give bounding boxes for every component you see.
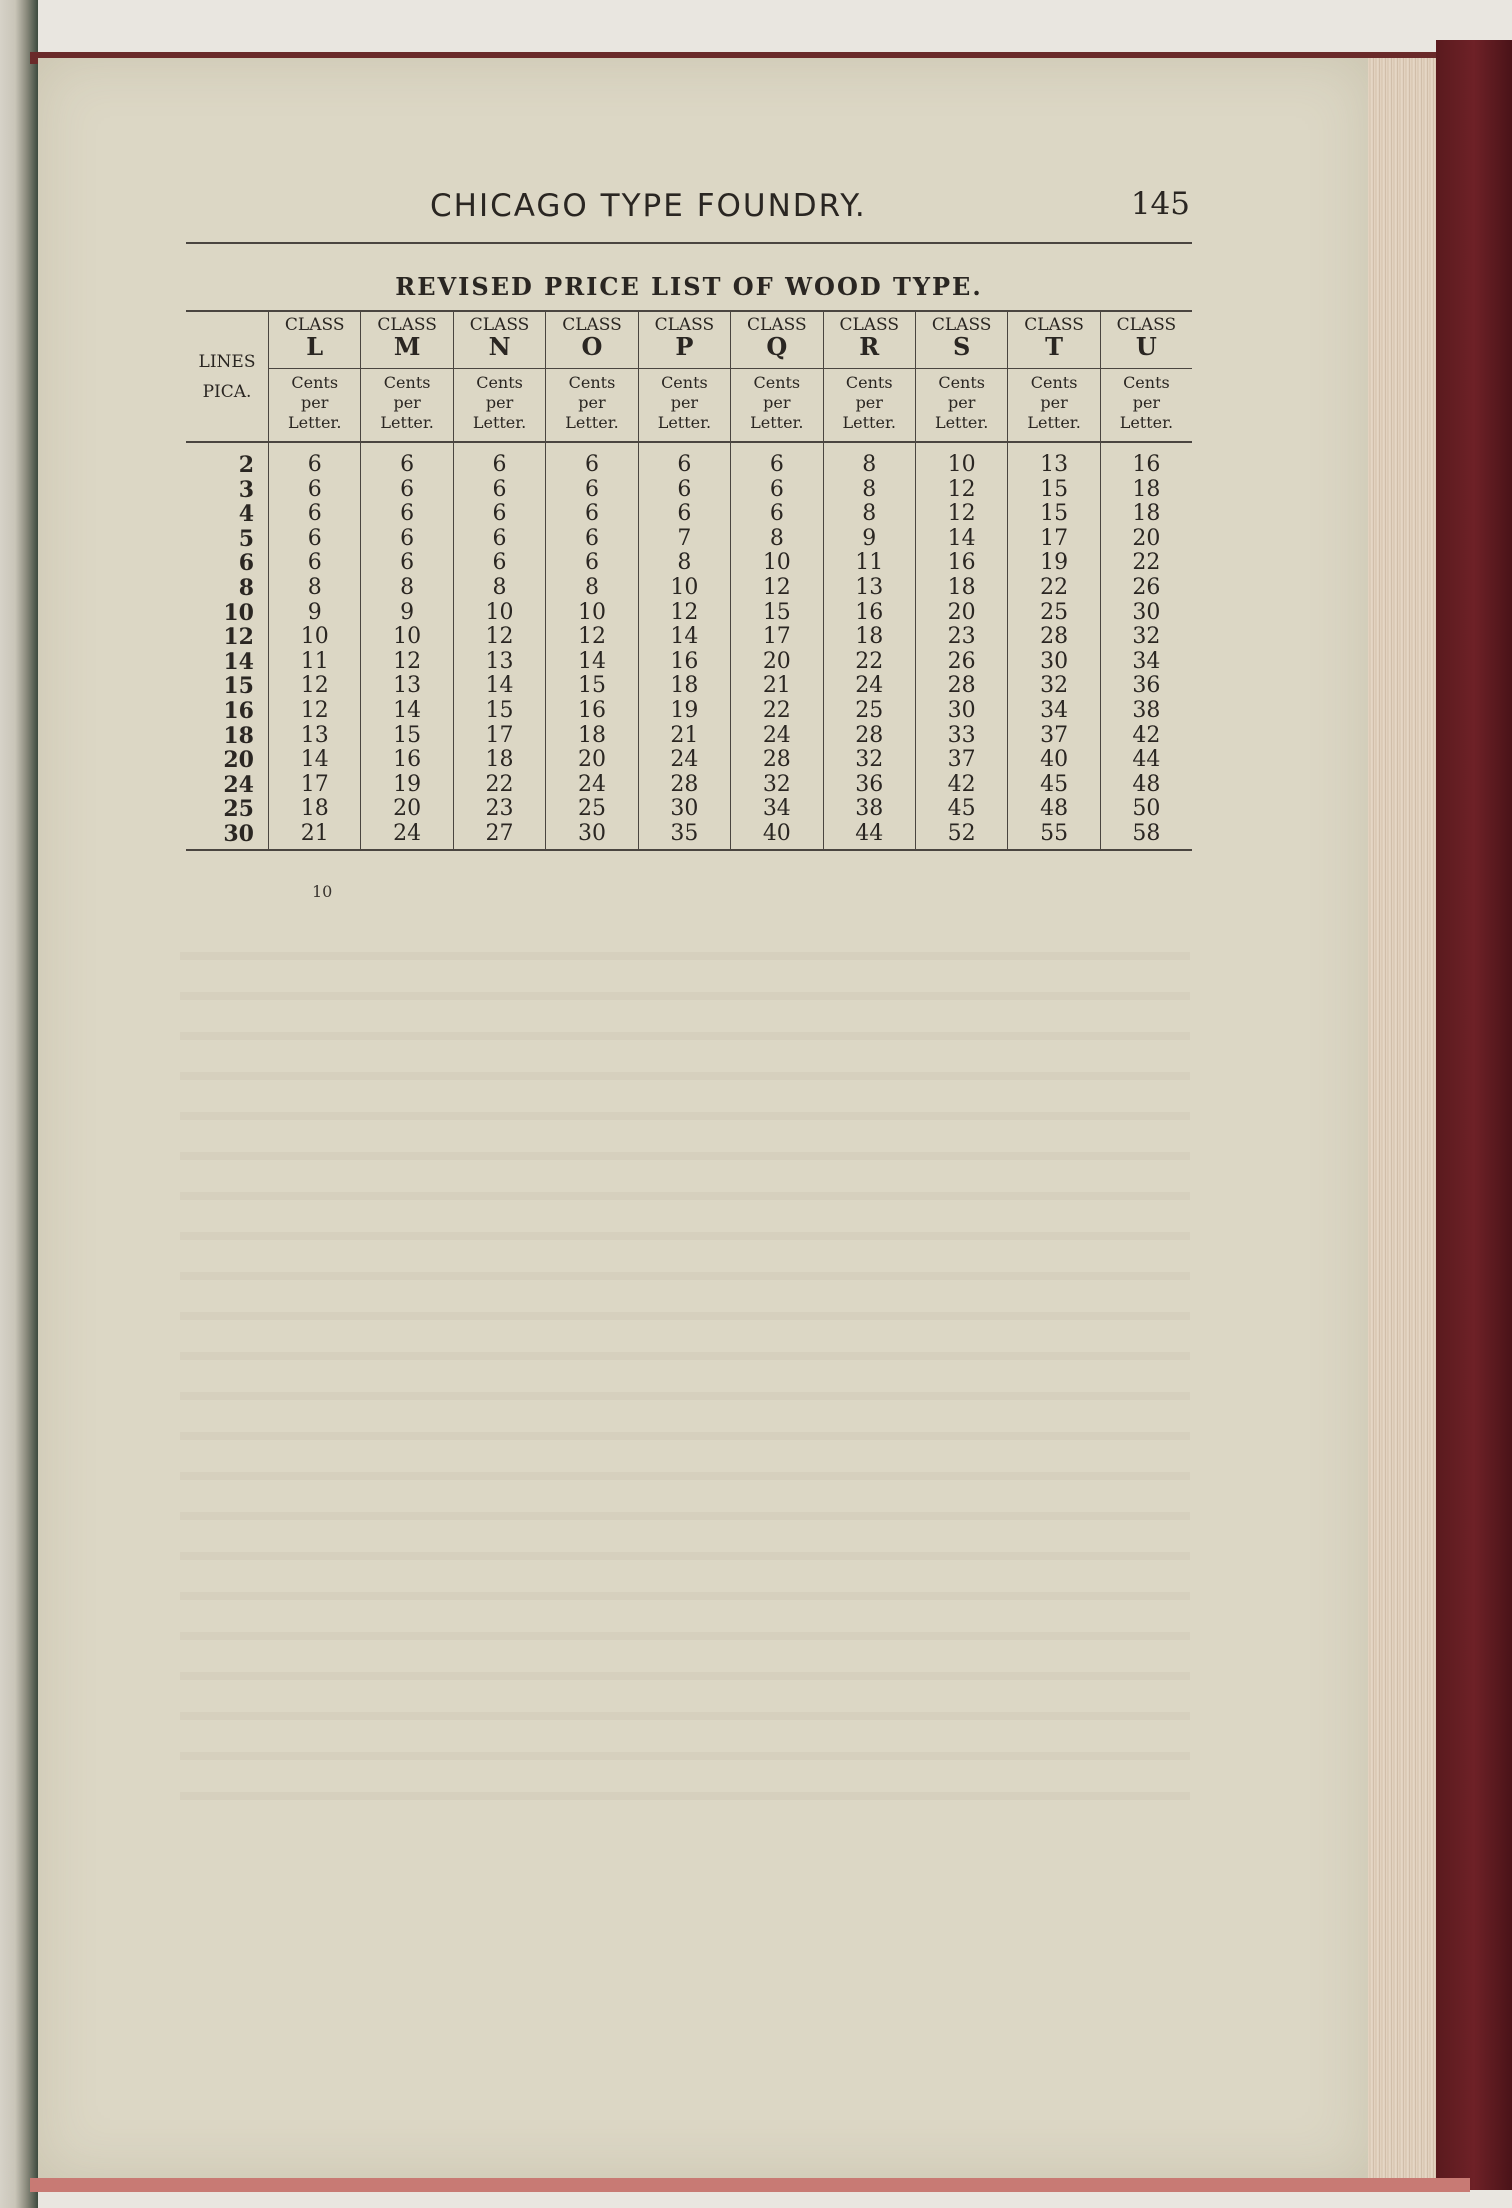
unit-label: Letter. [842,413,896,432]
unit-label: Letter. [657,413,712,432]
price-cell: 28 [915,674,1007,699]
price-cell: 38 [823,797,915,822]
price-cell: 8 [453,576,545,601]
running-header [150,182,1190,232]
price-cell: 32 [731,773,823,798]
price-cell: 17 [731,625,823,650]
price-cell: 6 [546,478,638,503]
price-cell: 8 [361,576,453,601]
price-cell: 42 [915,773,1007,798]
price-cell: 14 [269,748,361,773]
price-cell: 12 [269,674,361,699]
class-letter: L [306,332,324,361]
price-cell: 14 [453,674,545,699]
price-cell: 30 [1100,601,1192,626]
unit-label: Letter. [380,413,434,432]
lines-value: 18 [223,722,254,749]
price-cell: 14 [546,650,638,675]
table-row [186,551,1192,576]
price-cell: 36 [1100,674,1192,699]
table-row [186,625,1192,650]
price-cell: 28 [1008,625,1100,650]
unit-label: per [763,393,791,412]
class-word: CLASS [284,315,345,335]
table-row [186,822,1192,850]
class-letter: P [675,332,694,361]
price-cell: 19 [638,699,730,724]
price-cell: 22 [731,699,823,724]
table-row [186,601,1192,626]
lines-value: 10 [223,599,254,626]
price-cell: 18 [638,674,730,699]
price-cell: 25 [546,797,638,822]
price-cell: 12 [915,478,1007,503]
price-cell: 18 [823,625,915,650]
price-cell: 14 [915,527,1007,552]
lines-value: 24 [223,771,254,798]
price-cell: 28 [823,724,915,749]
table-row [186,724,1192,749]
unit-label: Cents [938,373,985,392]
table-row [186,674,1192,699]
price-cell: 36 [823,773,915,798]
class-letter: Q [766,332,788,361]
price-cell: 9 [269,601,361,626]
price-cell: 8 [823,478,915,503]
price-cell: 11 [823,551,915,576]
book-cover-edge [1436,40,1512,2190]
lines-value: 25 [223,796,254,823]
unit-header [1008,369,1100,443]
class-header-u [1100,311,1192,369]
class-header-p [638,311,730,369]
price-cell: 30 [546,822,638,850]
price-cell: 16 [1100,442,1192,478]
price-cell: 23 [453,797,545,822]
price-cell: 8 [546,576,638,601]
unit-header [731,369,823,443]
price-cell: 13 [1008,442,1100,478]
lines-label: LINES [198,351,256,372]
pica-label: PICA. [202,381,252,402]
price-cell: 22 [453,773,545,798]
price-cell: 13 [453,650,545,675]
price-cell: 55 [1008,822,1100,850]
lines-value: 12 [223,624,254,651]
price-cell: 14 [638,625,730,650]
price-cell: 16 [915,551,1007,576]
table-row [186,576,1192,601]
price-cell: 6 [638,478,730,503]
price-cell: 6 [546,551,638,576]
left-page-edge [0,0,38,2208]
lines-value: 2 [238,452,254,478]
unit-header [1100,369,1192,443]
price-cell: 18 [269,797,361,822]
price-cell: 6 [269,502,361,527]
price-cell: 25 [1008,601,1100,626]
price-cell: 8 [638,551,730,576]
lines-value: 8 [238,574,254,601]
price-cell: 10 [638,576,730,601]
lines-value: 20 [223,747,254,774]
price-cell: 20 [731,650,823,675]
table-row [186,502,1192,527]
class-word: CLASS [562,315,622,335]
price-cell: 37 [915,748,1007,773]
price-cell: 34 [1008,699,1100,724]
price-cell: 12 [453,625,545,650]
class-header-t [1008,311,1100,369]
price-cell: 24 [731,724,823,749]
class-header-r [823,311,915,369]
price-cell: 6 [361,527,453,552]
class-letter: U [1135,332,1157,361]
price-cell: 22 [1100,551,1192,576]
price-cell: 25 [823,699,915,724]
lines-value: 3 [238,476,254,503]
price-cell: 12 [361,650,453,675]
price-cell: 6 [453,478,545,503]
price-cell: 6 [269,478,361,503]
price-cell: 13 [269,724,361,749]
price-cell: 9 [361,601,453,626]
unit-label: Cents [383,373,431,392]
price-cell: 6 [638,502,730,527]
price-cell: 10 [453,601,545,626]
price-cell: 12 [546,625,638,650]
price-cell: 10 [731,551,823,576]
price-cell: 21 [731,674,823,699]
price-cell: 45 [1008,773,1100,798]
price-cell: 8 [823,502,915,527]
unit-label: Letter. [472,413,527,432]
unit-header [269,369,361,443]
price-cell: 13 [361,674,453,699]
price-cell: 16 [546,699,638,724]
price-cell: 19 [1008,551,1100,576]
table-row [186,699,1192,724]
price-cell: 48 [1100,773,1192,798]
price-cell: 6 [361,551,453,576]
price-cell: 18 [915,576,1007,601]
header-rule [186,242,1192,244]
class-word: CLASS [931,315,992,335]
price-cell: 19 [361,773,453,798]
price-cell: 16 [823,601,915,626]
class-header-l [269,311,361,369]
price-cell: 33 [915,724,1007,749]
unit-label: Letter. [1119,413,1174,432]
table-row [186,478,1192,503]
price-cell: 34 [731,797,823,822]
running-header-title: CHICAGO TYPE FOUNDRY. [430,188,867,224]
price-cell: 38 [1100,699,1192,724]
price-cell: 42 [1100,724,1192,749]
price-cell: 15 [546,674,638,699]
price-cell: 18 [453,748,545,773]
price-cell: 6 [453,502,545,527]
price-cell: 10 [361,625,453,650]
unit-label: Letter. [934,413,989,432]
lines-value: 4 [238,501,254,528]
table-row [186,442,1192,478]
price-cell: 12 [731,576,823,601]
price-cell: 44 [1100,748,1192,773]
class-letter: T [1045,332,1064,361]
price-cell: 18 [1100,502,1192,527]
class-word: CLASS [839,315,900,335]
price-cell: 6 [361,478,453,503]
price-cell: 6 [453,527,545,552]
price-cell: 6 [269,442,361,478]
price-cell: 15 [1008,502,1100,527]
price-cell: 20 [546,748,638,773]
unit-label: per [485,393,514,412]
price-cell: 8 [823,442,915,478]
price-cell: 16 [638,650,730,675]
unit-header-row [186,369,1192,443]
unit-header [453,369,545,443]
unit-label: Letter. [565,413,619,432]
class-word: CLASS [469,315,530,335]
price-cell: 12 [638,601,730,626]
lines-pica-header [186,311,269,442]
class-word: CLASS [1024,315,1084,335]
price-cell: 32 [823,748,915,773]
price-cell: 24 [361,822,453,850]
price-cell: 24 [823,674,915,699]
table-row [186,797,1192,822]
price-cell: 15 [731,601,823,626]
price-cell: 6 [638,442,730,478]
class-letter: M [393,332,421,361]
price-cell: 26 [1100,576,1192,601]
price-cell: 28 [731,748,823,773]
unit-label: Cents [1030,373,1078,392]
price-cell: 32 [1008,674,1100,699]
unit-label: Cents [845,373,893,392]
price-cell: 15 [361,724,453,749]
price-cell: 18 [1100,478,1192,503]
price-cell: 17 [453,724,545,749]
unit-header [915,369,1007,443]
table-body [186,442,1192,850]
unit-label: per [670,393,699,412]
unit-label: per [947,393,976,412]
price-cell: 6 [269,551,361,576]
price-cell: 14 [361,699,453,724]
class-letter: S [952,332,971,361]
price-cell: 34 [1100,650,1192,675]
class-header-row [186,311,1192,369]
unit-label: per [1132,393,1161,412]
class-letter: R [859,332,880,361]
lines-value: 5 [238,525,254,552]
price-cell: 9 [823,527,915,552]
price-cell: 28 [638,773,730,798]
price-cell: 6 [361,502,453,527]
price-cell: 6 [453,551,545,576]
price-cell: 23 [915,625,1007,650]
lines-value: 30 [223,820,254,847]
price-cell: 13 [823,576,915,601]
price-cell: 18 [546,724,638,749]
class-word: CLASS [377,315,437,335]
signature-mark: 10 [312,882,333,901]
lines-value: 14 [223,648,254,675]
price-cell: 6 [546,502,638,527]
price-cell: 37 [1008,724,1100,749]
price-cell: 6 [546,527,638,552]
price-cell: 10 [546,601,638,626]
unit-header [361,369,453,443]
price-cell: 11 [269,650,361,675]
unit-label: per [855,393,883,412]
cover-bottom-edge [30,2178,1470,2192]
table-row [186,773,1192,798]
bleed-through-texture [180,920,1190,1800]
unit-label: Letter. [750,413,804,432]
price-cell: 12 [915,502,1007,527]
price-cell: 30 [915,699,1007,724]
page-number: 145 [1130,186,1190,222]
price-cell: 7 [638,527,730,552]
price-cell: 30 [1008,650,1100,675]
price-cell: 21 [269,822,361,850]
class-header-o [546,311,638,369]
price-cell: 20 [1100,527,1192,552]
unit-label: Cents [753,373,801,392]
unit-label: Letter. [288,413,342,432]
unit-label: Cents [1123,373,1170,392]
price-cell: 17 [1008,527,1100,552]
class-header-n [453,311,545,369]
price-cell: 44 [823,822,915,850]
unit-label: Cents [661,373,708,392]
lines-value: 16 [223,697,254,724]
price-cell: 35 [638,822,730,850]
table-row [186,748,1192,773]
class-word: CLASS [747,315,807,335]
price-cell: 20 [361,797,453,822]
price-cell: 17 [269,773,361,798]
price-cell: 10 [915,442,1007,478]
class-word: CLASS [654,315,715,335]
price-cell: 22 [1008,576,1100,601]
class-letter: N [488,332,511,361]
price-cell: 6 [731,478,823,503]
unit-label: Cents [476,373,523,392]
price-cell: 40 [731,822,823,850]
page-fore-edge [1368,58,1436,2188]
class-header-m [361,311,453,369]
lines-value: 6 [238,550,254,577]
price-cell: 6 [731,442,823,478]
price-cell: 22 [823,650,915,675]
price-cell: 52 [915,822,1007,850]
price-cell: 6 [361,442,453,478]
price-cell: 32 [1100,625,1192,650]
price-cell: 6 [453,442,545,478]
price-cell: 15 [453,699,545,724]
price-cell: 26 [915,650,1007,675]
price-cell: 24 [546,773,638,798]
unit-label: per [578,393,606,412]
price-cell: 40 [1008,748,1100,773]
price-cell: 10 [269,625,361,650]
table-row [186,527,1192,552]
price-cell: 58 [1100,822,1192,850]
unit-header [546,369,638,443]
unit-label: Cents [568,373,616,392]
price-cell: 15 [1008,478,1100,503]
price-cell: 12 [269,699,361,724]
class-header-q [731,311,823,369]
class-word: CLASS [1116,315,1177,335]
table-title: REVISED PRICE LIST OF WOOD TYPE. [395,272,983,301]
price-cell: 27 [453,822,545,850]
class-letter: O [581,332,603,361]
unit-label: per [393,393,421,412]
price-cell: 6 [731,502,823,527]
unit-label: Letter. [1027,413,1081,432]
price-cell: 8 [269,576,361,601]
unit-header [638,369,730,443]
price-cell: 24 [638,748,730,773]
price-cell: 21 [638,724,730,749]
price-table [186,310,1192,851]
price-cell: 45 [915,797,1007,822]
price-cell: 50 [1100,797,1192,822]
price-cell: 6 [269,527,361,552]
price-cell: 20 [915,601,1007,626]
table-row [186,650,1192,675]
price-cell: 48 [1008,797,1100,822]
price-cell: 30 [638,797,730,822]
unit-label: per [301,393,329,412]
price-cell: 8 [731,527,823,552]
unit-label: Cents [291,373,339,392]
price-cell: 6 [546,442,638,478]
lines-value: 15 [223,673,254,700]
price-cell: 16 [361,748,453,773]
unit-label: per [1040,393,1068,412]
unit-header [823,369,915,443]
class-header-s [915,311,1007,369]
